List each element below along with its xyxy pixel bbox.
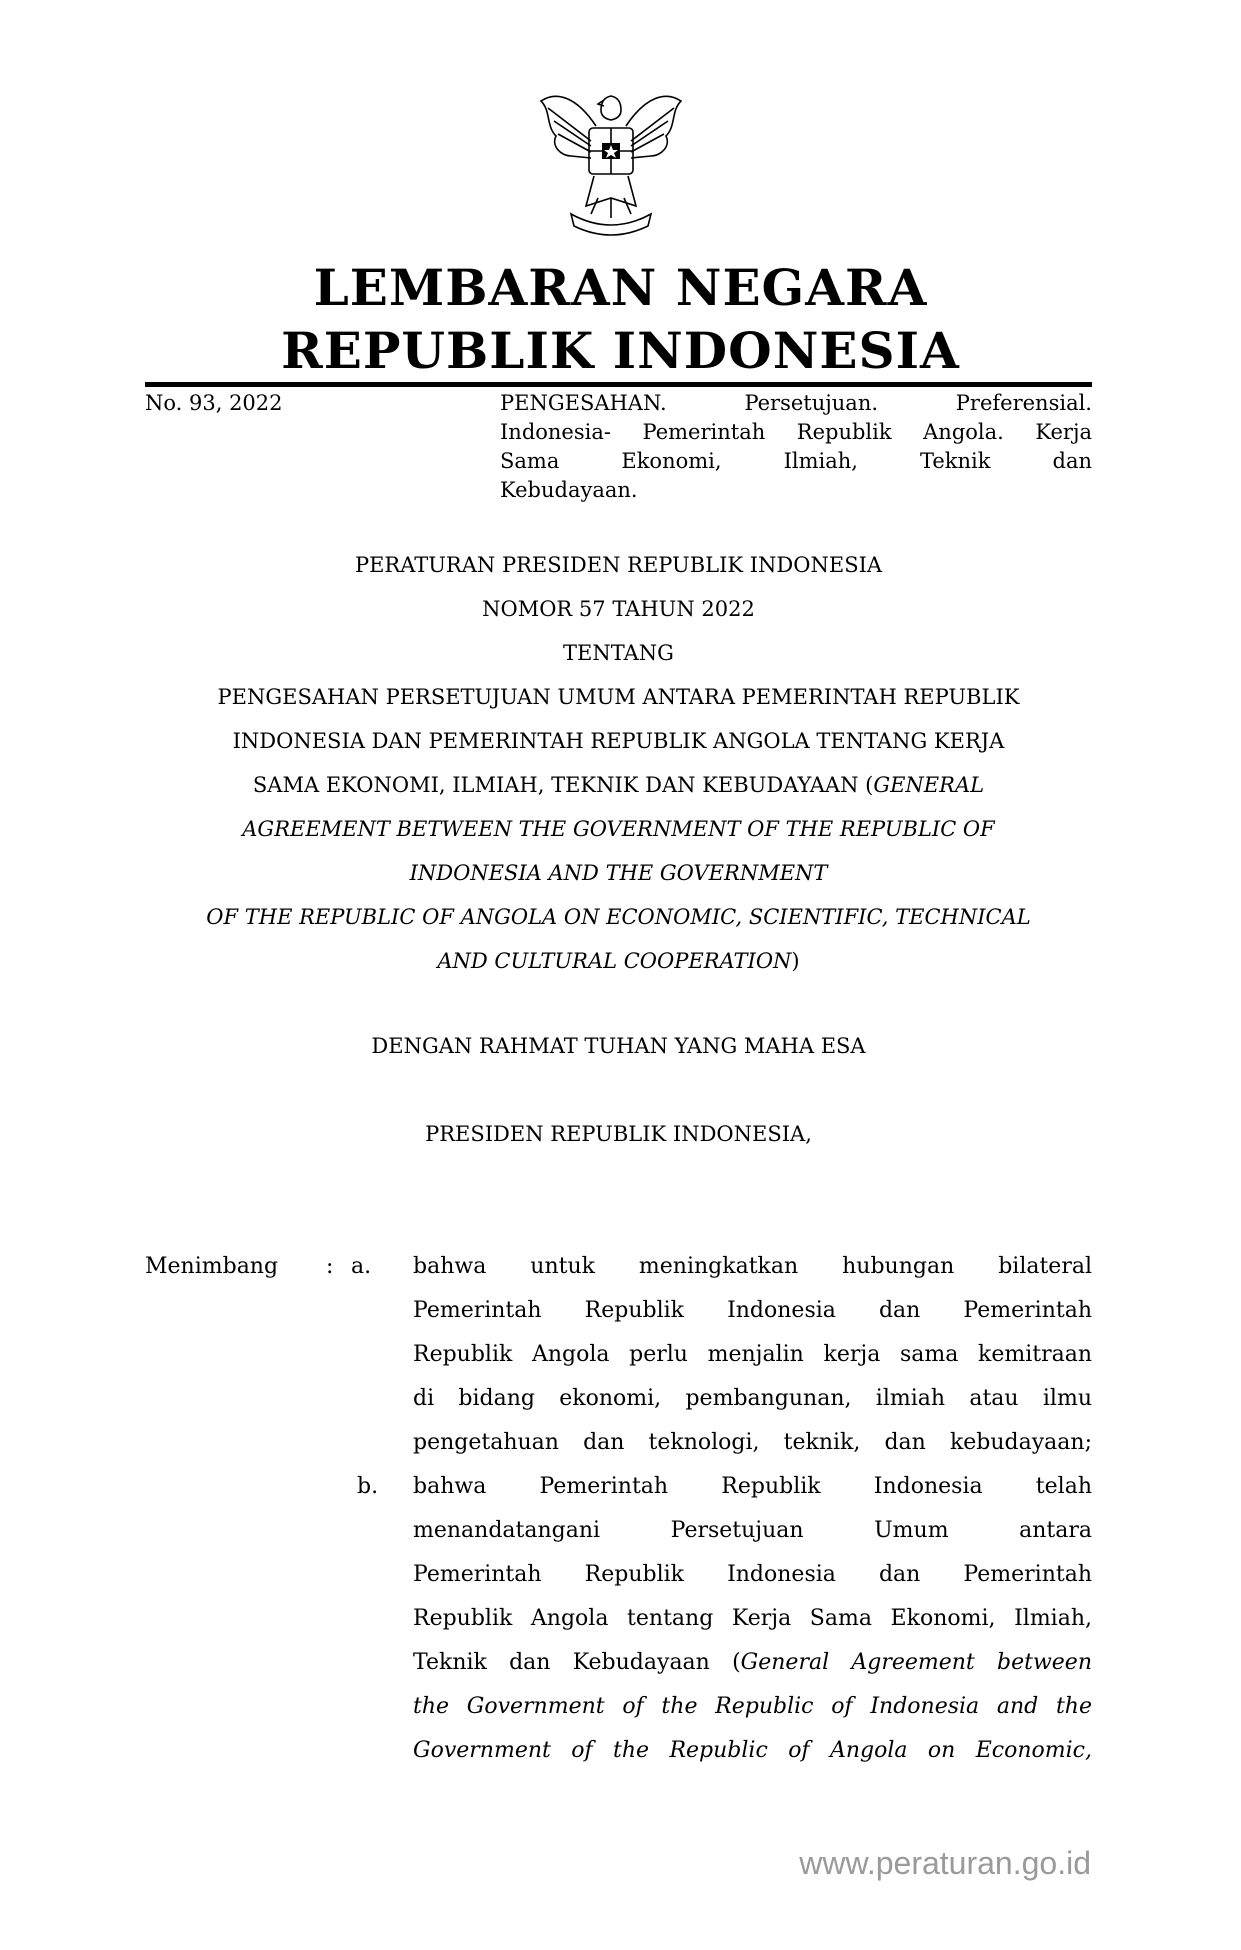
considering-label: Menimbang — [145, 1254, 279, 1279]
heading-line: INDONESIA AND THE GOVERNMENT — [409, 861, 828, 885]
heading-line: PERATURAN PRESIDEN REPUBLIK INDONESIA — [354, 553, 883, 577]
item-a-line: pengetahuan dan teknologi, teknik, dan kebudayaan; — [413, 1430, 1092, 1455]
heading-line: PENGESAHAN PERSETUJUAN UMUM ANTARA PEMERINTAH REPUBLIK — [217, 685, 1020, 709]
garuda-emblem-icon — [536, 86, 686, 244]
item-b-line: Pemerintah Republik Indonesia dan Pemerintah — [413, 1562, 1092, 1587]
item-marker-a: a. — [351, 1254, 372, 1279]
header-rule — [145, 382, 1092, 387]
item-a-line: di bidang ekonomi, pembangunan, ilmiah atau ilmu — [413, 1386, 1092, 1411]
gazette-title-line1: LEMBARAN NEGARA — [313, 258, 928, 317]
item-b-line: the Government of the Republic of Indonesia and the — [413, 1694, 1092, 1719]
item-b-line — [413, 1641, 1092, 1685]
footer-url: www.peraturan.go.id — [799, 1845, 1091, 1881]
considering-colon: : — [326, 1254, 334, 1279]
item-a-line: bahwa untuk meningkatkan hubungan bilateral — [413, 1254, 1092, 1279]
heading-italic: AND CULTURAL COOPERATION — [437, 949, 792, 973]
gazette-summary — [500, 389, 1092, 505]
heading-line: NOMOR 57 TAHUN 2022 — [482, 597, 755, 621]
heading-italic: GENERAL — [873, 773, 985, 797]
gazette-title-line2: REPUBLIK INDONESIA — [281, 321, 960, 380]
heading-line: TENTANG — [563, 641, 674, 665]
heading-line: OF THE REPUBLIC OF ANGOLA ON ECONOMIC, SCIENTIFIC, TECHNICAL — [206, 905, 1031, 929]
item-marker-b: b. — [357, 1474, 379, 1499]
item-a-line: Republik Angola perlu menjalin kerja sama kemitraan — [413, 1342, 1092, 1367]
item-a-line: Pemerintah Republik Indonesia dan Pemerintah — [413, 1298, 1092, 1323]
item-b-line: Republik Angola tentang Kerja Sama Ekonomi, Ilmiah, — [413, 1606, 1092, 1631]
heading-plain: SAMA EKONOMI, ILMIAH, TEKNIK DAN KEBUDAYAAN ( — [252, 773, 874, 797]
heading-line — [145, 763, 1092, 807]
heading-line: AGREEMENT BETWEEN THE GOVERNMENT OF THE REPUBLIC OF — [242, 817, 995, 841]
regulation-heading — [145, 543, 1092, 983]
item-b-plain: Teknik dan Kebudayaan ( — [413, 1650, 741, 1675]
summary-line: Sama Ekonomi, Ilmiah, Teknik dan — [500, 449, 1092, 473]
invocation: DENGAN RAHMAT TUHAN YANG MAHA ESA — [371, 1034, 866, 1058]
item-b-line: menandatangani Persetujuan Umum antara — [413, 1518, 1092, 1543]
summary-line: Kebudayaan. — [500, 478, 638, 502]
heading-line: INDONESIA DAN PEMERINTAH REPUBLIK ANGOLA TENTANG KERJA — [232, 729, 1005, 753]
heading-line — [145, 939, 1092, 983]
gazette-number: No. 93, 2022 — [145, 391, 283, 415]
president-title: PRESIDEN REPUBLIK INDONESIA, — [425, 1122, 812, 1146]
summary-line: PENGESAHAN. Persetujuan. Preferensial. — [500, 391, 1092, 415]
summary-line: Indonesia- Pemerintah Republik Angola. Kerja — [500, 420, 1092, 444]
item-b-line: bahwa Pemerintah Republik Indonesia telah — [413, 1474, 1092, 1499]
item-b-italic: General Agreement between — [740, 1650, 1092, 1675]
heading-plain: ) — [791, 949, 800, 973]
item-b-line: Government of the Republic of Angola on Economic, — [413, 1738, 1092, 1763]
